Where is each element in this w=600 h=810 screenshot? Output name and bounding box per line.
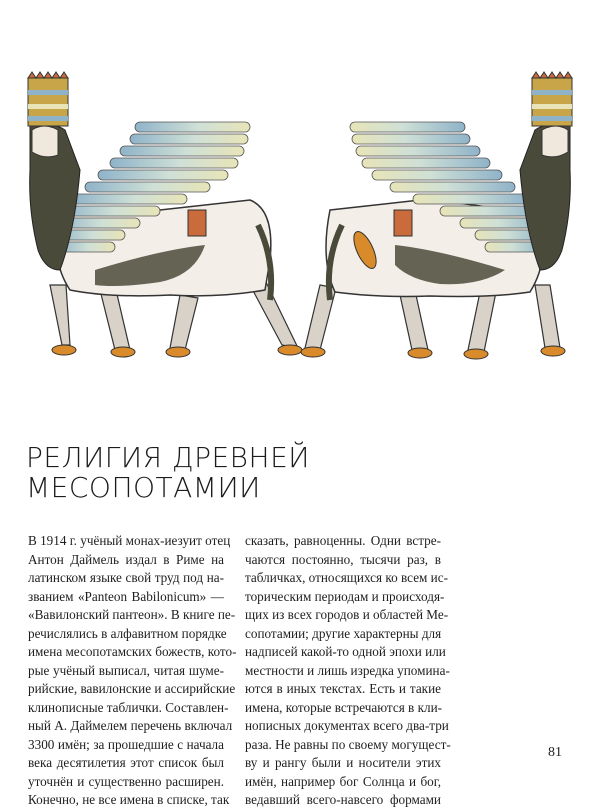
text-line: латинском языке свой труд под на- bbox=[28, 570, 224, 585]
text-line: раза. Не равны по своему могущест- bbox=[245, 736, 451, 752]
text-line: сказать, равноценны. Одни встре- bbox=[245, 533, 441, 548]
text-line: 3300 имён; за прошедшие с начала bbox=[28, 736, 224, 752]
text-line: ный А. Даймелем перечень включал bbox=[28, 718, 233, 733]
text-line: рые учёный выписал, читая шуме- bbox=[28, 662, 224, 678]
text-column-left bbox=[28, 532, 237, 810]
text-line: речислялись в алфавитном порядке bbox=[28, 625, 227, 641]
text-line: Конечно, не все имена в списке, так bbox=[28, 792, 230, 807]
text-line: сопотамии; другие характерны для bbox=[245, 625, 442, 641]
text-line: имена месопотамских божеств, кото- bbox=[28, 644, 237, 659]
text-line: уточнён и существенно расширен. bbox=[28, 773, 224, 789]
text-line: ву и рангу были и носители этих bbox=[245, 755, 441, 770]
text-line: табличках, относящихся ко всем ис- bbox=[245, 570, 448, 585]
text-line: торическим периодам и происходя- bbox=[245, 588, 445, 604]
lamassu-illustration bbox=[20, 60, 580, 370]
text-line: нописных документах всего два-три bbox=[245, 718, 449, 733]
heading-line-2: МЕСОПОТАМИИ bbox=[26, 471, 261, 504]
text-line: ются в иных текстах. Есть и такие bbox=[245, 681, 441, 696]
heading-line-1: РЕЛИГИЯ ДРЕВНЕЙ bbox=[26, 441, 310, 474]
text-line: рийские, вавилонские и ассирийские bbox=[28, 681, 236, 696]
text-line: имён, например бог Солнца и бог, bbox=[245, 773, 441, 789]
text-line: званием «Panteon Babilonicum» — bbox=[28, 588, 224, 604]
text-line: чаются постоянно, тысячи раз, в bbox=[245, 551, 441, 567]
chapter-heading bbox=[26, 443, 310, 503]
lamassu-right-figure bbox=[301, 72, 572, 359]
text-line: клинописные таблички. Составлен- bbox=[28, 699, 229, 715]
text-column-right bbox=[245, 532, 451, 810]
text-line: В 1914 г. учёный монах-иезуит отец bbox=[28, 533, 231, 548]
text-line: «Вавилонский пантеон». В книге пе- bbox=[28, 607, 236, 622]
text-line: ведавший всего-навсего формами bbox=[245, 792, 441, 807]
text-line: века десятилетия этот список был bbox=[28, 755, 224, 770]
lamassu-left-figure bbox=[28, 72, 302, 357]
text-line: имена, которые встречаются в кли- bbox=[245, 699, 443, 715]
text-line: Антон Даймель издал в Риме на bbox=[28, 551, 224, 567]
text-line: местности и лишь изредка упомина- bbox=[245, 662, 450, 678]
page-number: 81 bbox=[548, 745, 562, 760]
text-line: щих из всех городов и областей Ме- bbox=[245, 607, 449, 622]
text-line: надписей какой-то одной эпохи или bbox=[245, 644, 446, 659]
